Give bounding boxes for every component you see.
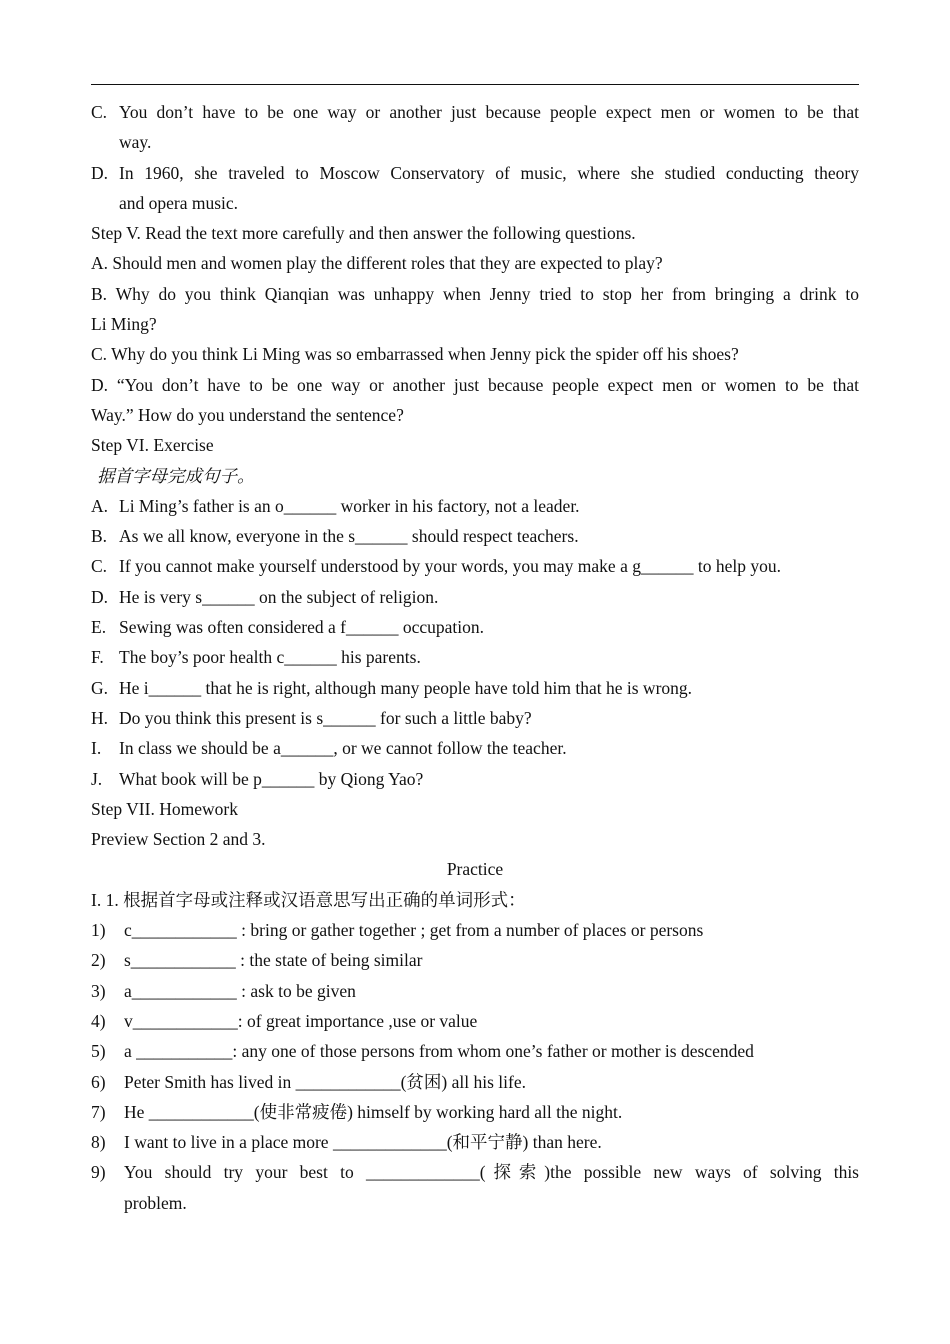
exercise-item (91, 612, 859, 642)
practice-label: 7) (91, 1101, 106, 1122)
practice-text: You should try your best to _____________(探索)the possible new ways of solving this (124, 1162, 859, 1183)
exercise-text: He i______ that he is right, although many people have told him that he is wrong. (119, 677, 693, 698)
exercise-text: Do you think this present is s______ for such a little baby? (119, 707, 532, 728)
step7-heading: Step VII. Homework (91, 798, 238, 819)
exercise-item (91, 521, 859, 551)
practice-label: 9) (91, 1162, 106, 1183)
exercise-text: He is very s______ on the subject of religion. (119, 586, 439, 607)
practice-item (91, 1127, 859, 1157)
exercise-label: F. (91, 647, 104, 668)
option-text-continued: and opera music. (119, 192, 239, 213)
option-c (91, 97, 859, 127)
option-label: D. (91, 162, 109, 183)
exercise-text: Sewing was often considered a f______ occupation. (119, 617, 484, 638)
option-d (91, 158, 859, 188)
question-b: B. Why do you think Qianqian was unhappy when Jenny tried to stop her from bringing a drink to (91, 283, 859, 304)
question-a: A. Should men and women play the different roles that they are expected to play? (91, 253, 663, 274)
practice-text: s____________ : the state of being similar (124, 950, 423, 971)
option-text-continued: way. (119, 132, 152, 153)
exercise-item (91, 703, 859, 733)
exercise-text: What book will be p______ by Qiong Yao? (119, 768, 424, 789)
practice-text: a ___________: any one of those persons from whom one’s father or mother is descended (124, 1041, 754, 1062)
exercise-label: J. (91, 768, 103, 789)
practice-item (91, 915, 859, 945)
practice-text: v____________: of great importance ,use or value (124, 1010, 478, 1031)
practice-item (91, 945, 859, 975)
exercise-item (91, 642, 859, 672)
practice-text-continued: problem. (124, 1192, 187, 1213)
exercise-text: If you cannot make yourself understood by your words, you may make a g______ to help you. (119, 556, 781, 577)
exercise-item (91, 551, 859, 581)
exercise-label: D. (91, 586, 109, 607)
practice-item (91, 1036, 859, 1066)
practice-text: I want to live in a place more _____________(和平宁静) than here. (124, 1132, 602, 1153)
exercise-label: H. (91, 707, 109, 728)
exercise-item (91, 582, 859, 612)
exercise-item (91, 491, 859, 521)
exercise-label: C. (91, 556, 108, 577)
step6-instruction: 据首字母完成句子。 (97, 465, 255, 486)
practice-title: Practice (446, 859, 504, 880)
practice-item (91, 1097, 859, 1127)
practice-text: c____________ : bring or gather together ; get from a number of places or persons (124, 920, 704, 941)
practice-item (91, 1067, 859, 1097)
practice-label: 8) (91, 1132, 106, 1153)
practice-text: He ____________(使非常疲倦) himself by working hard all the night. (124, 1101, 623, 1122)
practice-label: 1) (91, 920, 106, 941)
practice-item (91, 1006, 859, 1036)
exercise-label: G. (91, 677, 109, 698)
option-text: You don’t have to be one way or another just because people expect men or women to be that (119, 102, 859, 122)
step6-heading: Step VI. Exercise (91, 435, 214, 456)
practice-item (91, 1157, 859, 1187)
question-b-continued: Li Ming? (91, 314, 157, 335)
document-body (91, 97, 859, 1218)
exercise-text: The boy’s poor health c______ his parents. (119, 647, 421, 668)
exercise-item (91, 764, 859, 794)
exercise-label: E. (91, 617, 107, 638)
exercise-text: As we all know, everyone in the s______ should respect teachers. (119, 526, 579, 547)
question-c: C. Why do you think Li Ming was so embarrassed when Jenny pick the spider off his shoes? (91, 344, 739, 365)
homework-text: Preview Section 2 and 3. (91, 829, 266, 850)
header-rule (91, 84, 859, 85)
question-d-continued: Way.” How do you understand the sentence? (91, 404, 404, 425)
practice-label: 4) (91, 1010, 106, 1031)
exercise-text: In class we should be a______, or we cannot follow the teacher. (119, 738, 567, 759)
practice-label: 3) (91, 980, 106, 1001)
exercise-label: A. (91, 495, 109, 516)
exercise-text: Li Ming’s father is an o______ worker in his factory, not a leader. (119, 495, 580, 516)
exercise-item (91, 733, 859, 763)
exercise-item (91, 673, 859, 703)
exercise-label: B. (91, 526, 108, 547)
option-text: In 1960, she traveled to Moscow Conservatory of music, where she studied conducting theory (119, 162, 859, 183)
practice-instruction: I. 1. 根据首字母或注释或汉语意思写出正确的单词形式： (91, 889, 526, 910)
practice-text: a____________ : ask to be given (124, 980, 356, 1001)
option-label: C. (91, 102, 108, 122)
practice-item (91, 976, 859, 1006)
step5-heading: Step V. Read the text more carefully and then answer the following questions. (91, 223, 636, 244)
exercise-label: I. (91, 738, 102, 759)
practice-text: Peter Smith has lived in ____________(贫困) all his life. (124, 1071, 526, 1092)
practice-label: 2) (91, 950, 106, 971)
practice-label: 6) (91, 1071, 106, 1092)
question-d: D. “You don’t have to be one way or another just because people expect men or women to be that (91, 374, 859, 395)
practice-label: 5) (91, 1041, 106, 1062)
